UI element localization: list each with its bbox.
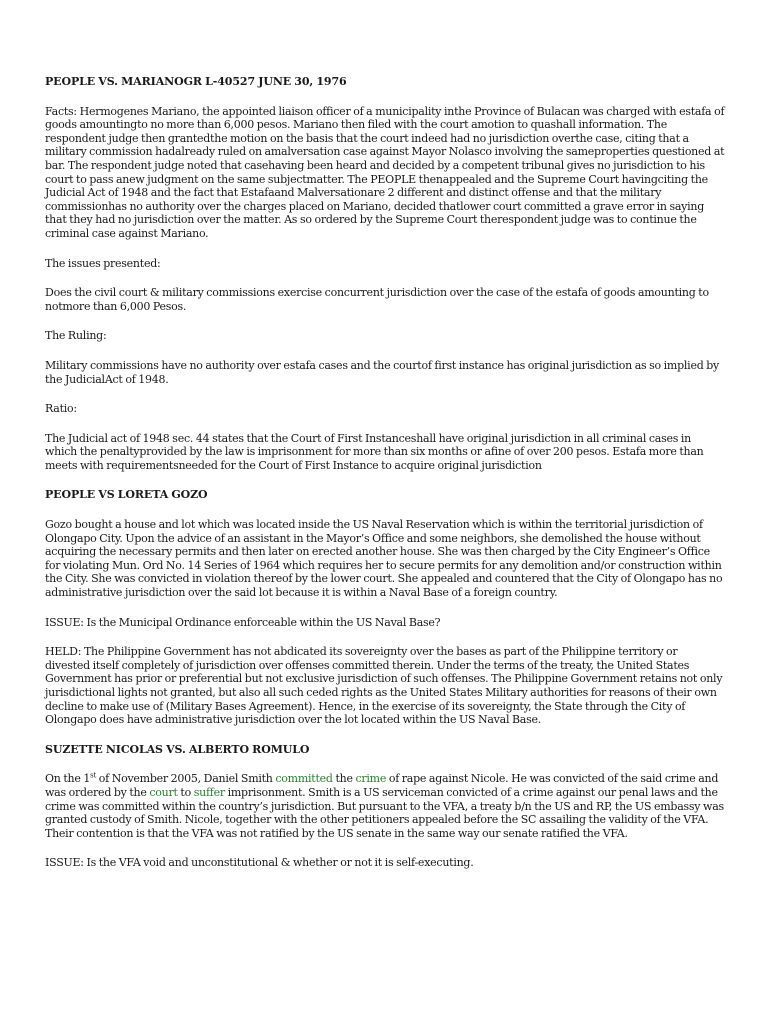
ruling-label-mariano: The Ruling: [45, 329, 107, 343]
ratio-label-mariano: Ratio: [45, 402, 77, 416]
issue-paragraph-nicolas: ISSUE: Is the VFA void and unconstitutional & whether or not it is self-executing. [45, 856, 474, 870]
crime-link[interactable]: crime [355, 772, 387, 786]
facts-paragraph-mariano: Facts: Hermogenes Mariano, the appointed liaison officer of a municipality inthe Province of Bulacan was charged with estafa of goods amountingto no more than 6,000 pesos. Mariano then filed with the court amotion to quashall information. The respondent judge then grantedthe motion on the basis that the court indeed had no jurisdiction overthe case, citing that a military commission hadalready ruled on amalversation case against Mayor Nolasco involving the sameproperties questioned at bar. The respondent judge noted that casehaving been heard and decided by a competent tribunal gives no jurisdiction to his court to pass anew judgment on the same subjectmatter. The PEOPLE thenappealed and the Supreme Court havingciting the Judicial Act of 1948 and the fact that Estafaand Malversationare 2 different and distinct offense and that the military commissionhas no authority over the charges placed on Mariano, decided thatlower court committed a grave error in saying that they had no jurisdiction over the matter. As so ordered by the Supreme Court therespondent judge was to continue the criminal case against Mariano. [45, 104, 725, 240]
issues-label-mariano: The issues presented: [45, 256, 161, 270]
case-heading-gozo: PEOPLE VS LORETA GOZO [45, 488, 208, 502]
document-page [45, 75, 725, 870]
issue-paragraph-mariano: Does the civil court & military commissions exercise concurrent jurisdiction over the case of the estafa of goods amounting to notmore than 6,000 Pesos. [45, 286, 709, 313]
facts-paragraph-nicolas [45, 772, 725, 840]
case-heading-nicolas: SUZETTE NICOLAS VS. ALBERTO ROMULO [45, 742, 310, 756]
facts-text-6: imprisonment. Smith is a US serviceman convicted of a crime against our penal laws and the crime was committed within the country’s jurisdiction. But pursuant to the VFA, a treaty b/n the US and RP, the US embassy was granted custody of Smith. Nicole, together with the other petitioners appealed before the SC assailing the validity of the VFA. Their contention is that the VFA was not ratified by the US senate in the same way our senate ratified the VFA. [45, 785, 724, 840]
committed-link[interactable]: committed [275, 772, 333, 786]
facts-text-4: of rape against Nicole. He was convicted of the said crime and was ordered by the [45, 772, 719, 799]
suffer-link[interactable]: suffer [193, 785, 225, 799]
ratio-paragraph-mariano: The Judicial act of 1948 sec. 44 states that the Court of First Instanceshall have original jurisdiction in all criminal cases in which the penaltyprovided by the law is imprisonment for more than six months or afine of over 200 pesos. Estafa more than meets with requirementsneeded for the Court of First Instance to acquire original jurisdiction [45, 431, 704, 472]
facts-text-3: the [332, 772, 356, 786]
facts-paragraph-gozo: Gozo bought a house and lot which was located inside the US Naval Reservation which is within the territorial jurisdiction of Olongapo City. Upon the advice of an assistant in the Mayor’s Office and some neighbors, she demolished the house without acquiring the necessary permits and then later on erected another house. She was then charged by the City Engineer’s Office for violating Mun. Ord No. 14 Series of 1964 which requires her to secure permits for any demolition and/or construction within the City. She was convicted in violation thereof by the lower court. She appealed and countered that the City of Olongapo has no administrative jurisdiction over the said lot because it is within a Naval Base of a foreign country. [45, 518, 723, 600]
issue-paragraph-gozo: ISSUE: Is the Municipal Ordinance enforceable within the US Naval Base? [45, 615, 441, 629]
case-heading-mariano: PEOPLE VS. MARIANOGR L-40527 JUNE 30, 1976 [45, 75, 347, 88]
court-link[interactable]: court [149, 785, 178, 799]
ordinal-suffix: st [90, 771, 97, 780]
facts-text-5: to [177, 785, 194, 799]
facts-text-1: On the 1 [45, 772, 91, 786]
facts-text-2: of November 2005, Daniel Smith [96, 772, 276, 786]
ruling-paragraph-mariano: Military commissions have no authority over estafa cases and the courtof first instance has original jurisdiction as so implied by the JudicialAct of 1948. [45, 358, 719, 386]
held-paragraph-gozo: HELD: The Philippine Government has not abdicated its sovereignty over the bases as part of the Philippine territory or divested itself completely of jurisdiction over offenses committed therein. Under the terms of the treaty, the United States Government has prior or preferential but not exclusive jurisdiction of such offenses. The Philippine Government retains not only jurisdictional lights not granted, but also all such ceded rights as the United States Military authorities for reasons of their own decline to make use of (Military Bases Agreement). Hence, in the exercise of its sovereignty, the State through the City of Olongapo does have administrative jurisdiction over the lot located within the US Naval Base. [45, 645, 723, 727]
